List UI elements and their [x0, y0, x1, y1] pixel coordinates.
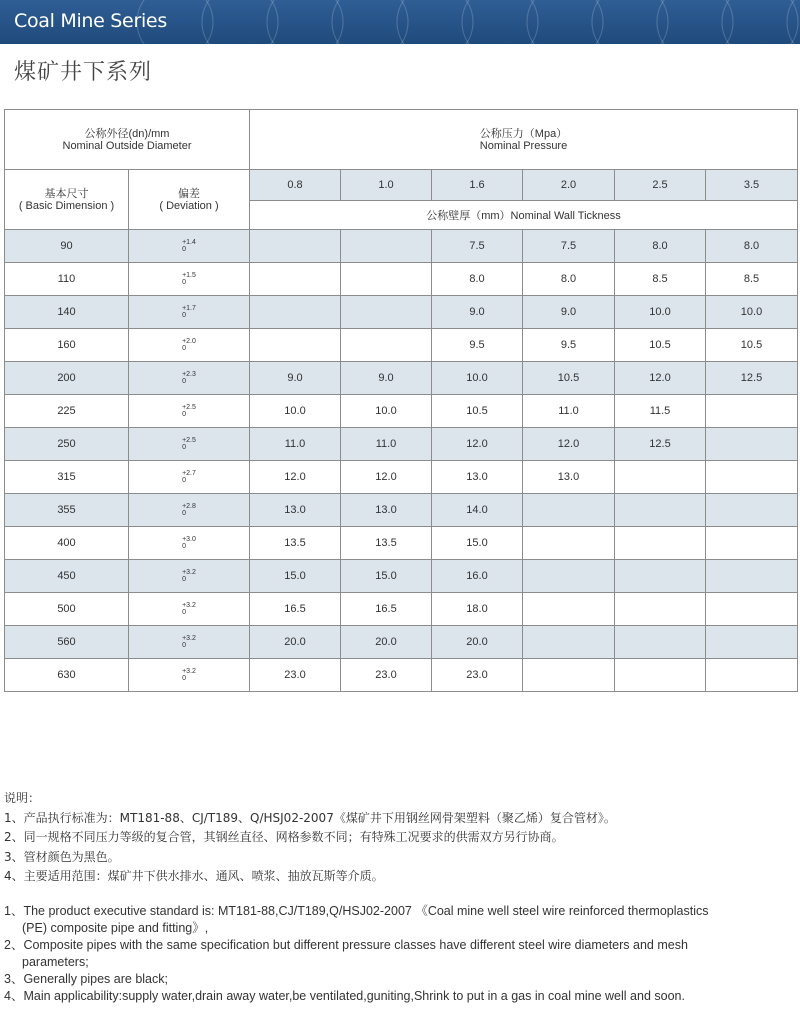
deviation-upper: +2.8	[182, 502, 196, 510]
basic-dimension-cell: 500	[5, 593, 129, 626]
wall-thickness-cell	[615, 626, 706, 659]
wall-thickness-cell	[706, 527, 798, 560]
basic-dimension-cell: 90	[5, 230, 129, 263]
deviation-value	[182, 503, 196, 517]
wall-thickness-cell: 10.0	[432, 362, 523, 395]
note-en-4: 4、Main applicability:supply water,drain away water,be ventilated,guniting,Shrink to put in a gas in coal mine well and soon.	[4, 989, 685, 1003]
deviation-upper: +2.3	[182, 370, 196, 378]
header-pressure-zh: 公称压力（Mpa）	[479, 127, 568, 140]
deviation-value	[182, 272, 196, 286]
wall-thickness-cell: 9.5	[432, 329, 523, 362]
deviation-value	[182, 239, 196, 253]
deviation-upper: +2.5	[182, 436, 196, 444]
wall-thickness-cell	[615, 527, 706, 560]
pressure-cell: 1.6	[432, 170, 523, 201]
pressure-cell: 1.0	[341, 170, 432, 201]
table-row	[5, 362, 798, 395]
deviation-lower: 0	[182, 311, 186, 319]
deviation-lower: 0	[182, 674, 186, 682]
wall-thickness-cell	[615, 461, 706, 494]
table-row	[5, 461, 798, 494]
wall-thickness-cell: 20.0	[341, 626, 432, 659]
header-deviation-en: ( Deviation )	[159, 199, 219, 212]
deviation-cell	[129, 461, 250, 494]
header-wall-thickness: 公称壁厚（mm）Nominal Wall Tickness	[250, 201, 798, 230]
deviation-cell	[129, 560, 250, 593]
wall-thickness-cell: 13.0	[250, 494, 341, 527]
wall-thickness-cell: 16.0	[432, 560, 523, 593]
deviation-lower: 0	[182, 542, 186, 550]
wall-thickness-cell: 11.0	[523, 395, 615, 428]
deviation-cell	[129, 362, 250, 395]
wall-thickness-cell	[523, 494, 615, 527]
note-zh-1: 1、产品执行标准为：MT181-88、CJ/T189、Q/HSJ02-2007《煤矿井下用钢丝网骨架塑料（聚乙烯）复合管材》。	[4, 810, 616, 825]
wall-thickness-cell: 10.0	[341, 395, 432, 428]
deviation-cell	[129, 263, 250, 296]
wall-thickness-cell: 13.5	[341, 527, 432, 560]
wall-thickness-cell: 8.0	[523, 263, 615, 296]
wall-thickness-cell: 9.0	[432, 296, 523, 329]
deviation-lower: 0	[182, 377, 186, 385]
header-outside-diameter-en: Nominal Outside Diameter	[62, 139, 192, 152]
deviation-upper: +3.2	[182, 601, 196, 609]
wall-thickness-cell	[341, 230, 432, 263]
deviation-cell	[129, 428, 250, 461]
wall-thickness-cell: 15.0	[250, 560, 341, 593]
table-row	[5, 593, 798, 626]
header-basic-dimension-en: ( Basic Dimension )	[18, 199, 115, 212]
deviation-value	[182, 536, 196, 550]
wall-thickness-cell: 12.0	[615, 362, 706, 395]
wall-thickness-cell: 10.5	[523, 362, 615, 395]
wall-thickness-cell: 9.0	[250, 362, 341, 395]
wall-thickness-cell	[523, 527, 615, 560]
table-row	[5, 494, 798, 527]
wall-thickness-cell: 15.0	[341, 560, 432, 593]
wall-thickness-cell: 10.0	[615, 296, 706, 329]
wall-thickness-cell: 20.0	[250, 626, 341, 659]
wall-thickness-cell: 23.0	[250, 659, 341, 692]
wall-thickness-cell	[250, 329, 341, 362]
wall-thickness-cell	[615, 494, 706, 527]
wall-thickness-cell	[341, 329, 432, 362]
wall-thickness-cell: 8.0	[432, 263, 523, 296]
wall-thickness-cell: 12.5	[706, 362, 798, 395]
wall-thickness-cell	[523, 560, 615, 593]
deviation-value	[182, 569, 196, 583]
deviation-lower: 0	[182, 443, 186, 451]
note-en-1b: (PE) composite pipe and fitting》,	[22, 921, 209, 935]
note-en-3: 3、Generally pipes are black;	[4, 972, 168, 986]
wall-thickness-cell	[523, 659, 615, 692]
spec-table	[4, 109, 798, 692]
wall-thickness-cell: 12.0	[250, 461, 341, 494]
table-row	[5, 527, 798, 560]
pressure-cell: 2.5	[615, 170, 706, 201]
wall-thickness-cell: 13.0	[432, 461, 523, 494]
wall-thickness-cell: 7.5	[523, 230, 615, 263]
basic-dimension-cell: 560	[5, 626, 129, 659]
deviation-lower: 0	[182, 344, 186, 352]
wall-thickness-cell: 16.5	[341, 593, 432, 626]
deviation-value	[182, 404, 196, 418]
wall-thickness-cell: 23.0	[341, 659, 432, 692]
banner-title: Coal Mine Series	[14, 10, 167, 32]
table-row	[5, 626, 798, 659]
wall-thickness-cell	[706, 560, 798, 593]
wall-thickness-cell: 18.0	[432, 593, 523, 626]
deviation-upper: +2.7	[182, 469, 196, 477]
deviation-cell	[129, 296, 250, 329]
basic-dimension-cell: 250	[5, 428, 129, 461]
deviation-lower: 0	[182, 641, 186, 649]
deviation-value	[182, 470, 196, 484]
wall-thickness-cell: 10.5	[432, 395, 523, 428]
table-row	[5, 659, 798, 692]
header-outside-diameter-zh: 公称外径(dn)/mm	[84, 127, 170, 140]
wall-thickness-cell	[706, 626, 798, 659]
wall-thickness-cell	[250, 263, 341, 296]
wall-thickness-cell: 8.5	[706, 263, 798, 296]
pressure-cell: 0.8	[250, 170, 341, 201]
wall-thickness-cell	[615, 560, 706, 593]
wall-thickness-cell: 16.5	[250, 593, 341, 626]
deviation-lower: 0	[182, 575, 186, 583]
basic-dimension-cell: 355	[5, 494, 129, 527]
table-row	[5, 560, 798, 593]
deviation-lower: 0	[182, 245, 186, 253]
wall-thickness-cell: 9.0	[523, 296, 615, 329]
wall-thickness-cell	[341, 296, 432, 329]
wall-thickness-cell: 10.0	[250, 395, 341, 428]
deviation-cell	[129, 395, 250, 428]
basic-dimension-cell: 200	[5, 362, 129, 395]
table-row	[5, 296, 798, 329]
basic-dimension-cell: 315	[5, 461, 129, 494]
basic-dimension-cell: 140	[5, 296, 129, 329]
pressure-cell: 2.0	[523, 170, 615, 201]
header-deviation	[129, 170, 250, 230]
deviation-upper: +3.2	[182, 634, 196, 642]
wall-thickness-cell	[706, 659, 798, 692]
header-deviation-zh: 偏差	[178, 187, 200, 200]
deviation-cell	[129, 527, 250, 560]
deviation-value	[182, 437, 196, 451]
deviation-cell	[129, 593, 250, 626]
note-zh-3: 3、管材颜色为黑色。	[4, 849, 120, 864]
wall-thickness-cell: 9.5	[523, 329, 615, 362]
deviation-upper: +3.2	[182, 568, 196, 576]
note-en-2a: 2、Composite pipes with the same specification but different pressure classes have different steel wire diameters and mesh	[4, 938, 688, 952]
table-row	[5, 263, 798, 296]
table-row	[5, 395, 798, 428]
deviation-upper: +3.0	[182, 535, 196, 543]
deviation-value	[182, 338, 196, 352]
deviation-lower: 0	[182, 509, 186, 517]
basic-dimension-cell: 450	[5, 560, 129, 593]
wall-thickness-cell	[706, 461, 798, 494]
deviation-upper: +3.2	[182, 667, 196, 675]
wall-thickness-cell	[615, 659, 706, 692]
deviation-value	[182, 305, 196, 319]
note-zh-2: 2、同一规格不同压力等级的复合管，其钢丝直径、网格参数不同；有特殊工况要求的供需双方另行协商。	[4, 830, 564, 844]
wall-thickness-cell: 10.5	[706, 329, 798, 362]
deviation-lower: 0	[182, 278, 186, 286]
wall-thickness-cell: 8.0	[706, 230, 798, 263]
deviation-upper: +1.5	[182, 271, 196, 279]
header-pressure	[250, 110, 798, 170]
deviation-lower: 0	[182, 476, 186, 484]
deviation-upper: +2.5	[182, 403, 196, 411]
table-row	[5, 428, 798, 461]
basic-dimension-cell: 160	[5, 329, 129, 362]
wall-thickness-cell	[341, 263, 432, 296]
deviation-value	[182, 371, 196, 385]
table-row	[5, 329, 798, 362]
table-row	[5, 230, 798, 263]
wall-thickness-cell	[706, 428, 798, 461]
deviation-value	[182, 668, 196, 682]
header-banner	[0, 0, 800, 44]
note-zh-4: 4、主要适用范围：煤矿井下供水排水、通风、喷浆、抽放瓦斯等介质。	[4, 869, 384, 883]
deviation-value	[182, 602, 196, 616]
wall-thickness-cell: 12.0	[523, 428, 615, 461]
header-outside-diameter	[5, 110, 250, 170]
basic-dimension-cell: 630	[5, 659, 129, 692]
deviation-lower: 0	[182, 608, 186, 616]
wall-thickness-cell: 10.0	[706, 296, 798, 329]
basic-dimension-cell: 225	[5, 395, 129, 428]
basic-dimension-cell: 110	[5, 263, 129, 296]
notes-english	[4, 903, 794, 1005]
wall-thickness-cell	[615, 593, 706, 626]
wall-thickness-cell: 12.0	[341, 461, 432, 494]
wall-thickness-cell: 11.0	[341, 428, 432, 461]
wall-thickness-cell: 20.0	[432, 626, 523, 659]
wall-thickness-cell: 12.0	[432, 428, 523, 461]
wall-thickness-cell	[523, 626, 615, 659]
deviation-upper: +2.0	[182, 337, 196, 345]
basic-dimension-cell: 400	[5, 527, 129, 560]
page-subtitle: 煤矿井下系列	[14, 60, 153, 85]
deviation-value	[182, 635, 196, 649]
wall-thickness-cell: 8.0	[615, 230, 706, 263]
wall-thickness-cell: 11.5	[615, 395, 706, 428]
wall-thickness-cell: 12.5	[615, 428, 706, 461]
wall-thickness-cell: 23.0	[432, 659, 523, 692]
note-en-1a: 1、The product executive standard is: MT181-88,CJ/T189,Q/HSJ02-2007 《Coal mine well steel wire reinforced thermoplastics	[4, 904, 709, 918]
table-body	[5, 230, 798, 692]
wall-thickness-cell: 13.5	[250, 527, 341, 560]
header-pressure-en: Nominal Pressure	[479, 139, 568, 152]
deviation-cell	[129, 230, 250, 263]
wall-thickness-cell	[523, 593, 615, 626]
notes-chinese	[4, 789, 616, 887]
header-basic-dimension-zh: 基本尺寸	[44, 187, 89, 200]
wall-thickness-cell: 14.0	[432, 494, 523, 527]
wall-thickness-cell	[250, 230, 341, 263]
deviation-cell	[129, 626, 250, 659]
wall-thickness-cell: 13.0	[341, 494, 432, 527]
deviation-upper: +1.4	[182, 238, 196, 246]
deviation-cell	[129, 329, 250, 362]
wall-thickness-cell: 8.5	[615, 263, 706, 296]
wall-thickness-cell	[706, 395, 798, 428]
note-en-2b: parameters;	[22, 955, 89, 969]
wall-thickness-cell: 10.5	[615, 329, 706, 362]
deviation-cell	[129, 659, 250, 692]
wall-thickness-cell	[250, 296, 341, 329]
wall-thickness-cell	[706, 494, 798, 527]
deviation-cell	[129, 494, 250, 527]
wall-thickness-cell: 11.0	[250, 428, 341, 461]
wall-thickness-cell: 7.5	[432, 230, 523, 263]
wall-thickness-cell: 13.0	[523, 461, 615, 494]
notes-heading: 说明：	[4, 791, 41, 805]
wall-thickness-cell: 15.0	[432, 527, 523, 560]
wall-thickness-cell	[706, 593, 798, 626]
wall-thickness-cell: 9.0	[341, 362, 432, 395]
deviation-upper: +1.7	[182, 304, 196, 312]
deviation-lower: 0	[182, 410, 186, 418]
pressure-cell: 3.5	[706, 170, 798, 201]
header-basic-dimension	[5, 170, 129, 230]
